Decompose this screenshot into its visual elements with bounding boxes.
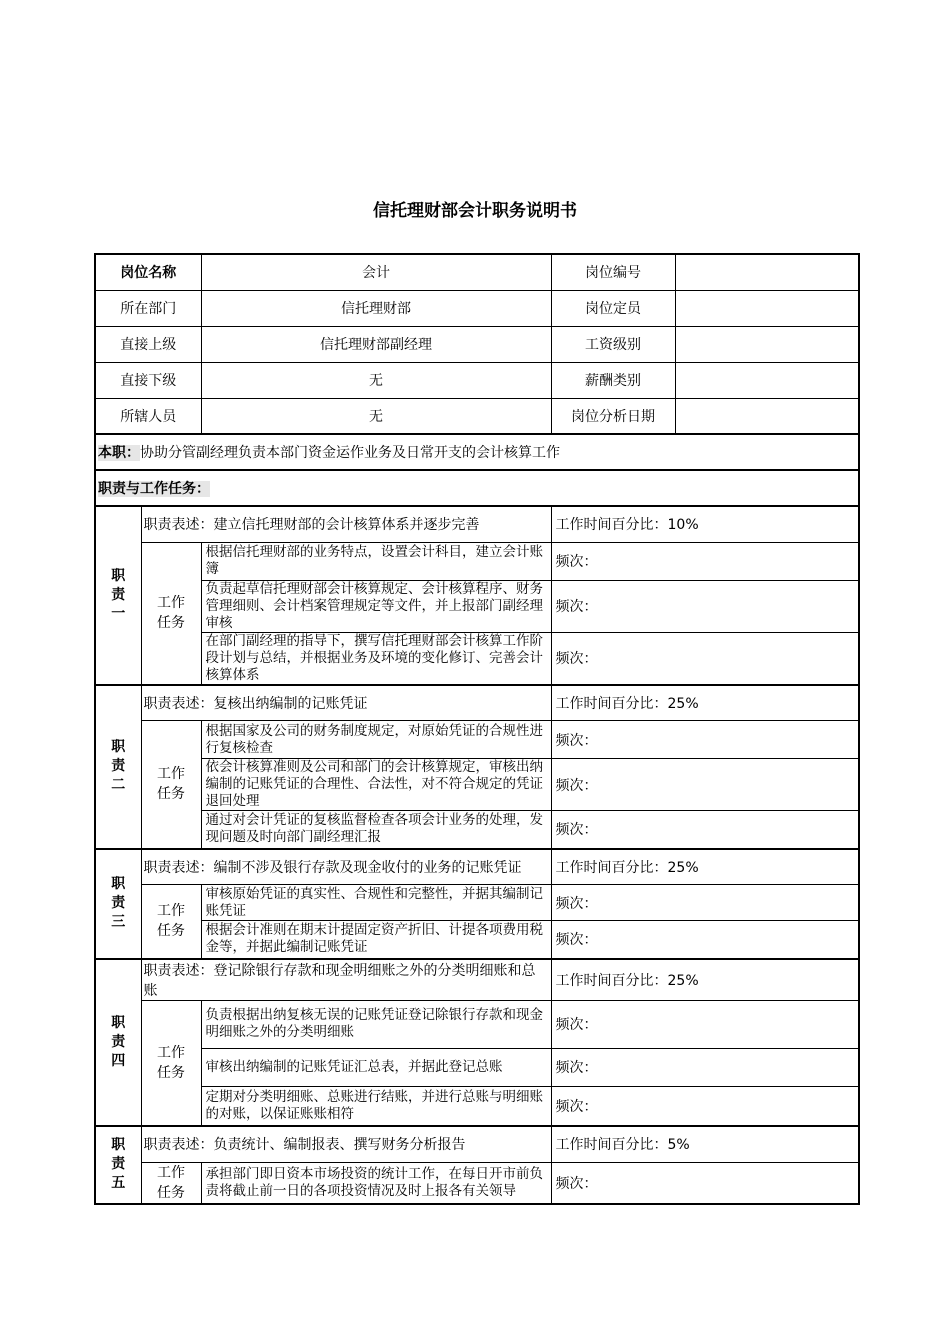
duty-4-name: 职 责 四	[95, 959, 141, 1127]
duty-3-task-2: 根据会计准则在期末计提固定资产折旧、计提各项费用税金等，并据此编制记账凭证	[201, 921, 551, 959]
duty-4-desc: 职责表述：登记除银行存款和现金明细账之外的分类明细账和总账	[141, 959, 551, 1001]
duty-2-task-3-freq: 频次：	[551, 811, 859, 849]
post-code-value	[675, 254, 859, 290]
duty-3-task-label: 工作 任务	[141, 885, 201, 959]
duty-3-percent: 工作时间百分比：25%	[551, 849, 859, 885]
duty-1-task-3: 在部门副经理的指导下，撰写信托理财部会计核算工作阶段计划与总结，并根据业务及环境的变化修订、完善会计核算体系	[201, 632, 551, 685]
duty-2-name: 职 责 二	[95, 685, 141, 849]
duty-3-task-1-freq: 频次：	[551, 885, 859, 921]
duty-4-task-3-freq: 频次：	[551, 1086, 859, 1126]
main-duty-label: 本职：	[98, 445, 140, 461]
quota-label: 岗位定员	[551, 290, 675, 326]
main-duty-text: 协助分管副经理负责本部门资金运作业务及日常开支的会计核算工作	[140, 445, 560, 461]
wage-value	[675, 326, 859, 362]
quota-value	[675, 290, 859, 326]
duty-5-desc: 职责表述：负责统计、编制报表、撰写财务分析报告	[141, 1126, 551, 1162]
duty-1-task-1: 根据信托理财部的业务特点，设置会计科目，建立会计账簿	[201, 542, 551, 580]
duty-4-task-2: 审核出纳编制的记账凭证汇总表，并据此登记总账	[201, 1048, 551, 1086]
staff-label: 所辖人员	[95, 398, 201, 434]
analysis-date-label: 岗位分析日期	[551, 398, 675, 434]
duty-5-task-label: 工作 任务	[141, 1162, 201, 1204]
duty-2-task-3: 通过对会计凭证的复核监督检查各项会计业务的处理，发现问题及时向部门副经理汇报	[201, 811, 551, 849]
tasks-header-row	[95, 470, 859, 506]
superior-label: 直接上级	[95, 326, 201, 362]
analysis-date-value	[675, 398, 859, 434]
staff-value: 无	[201, 398, 551, 434]
page-title: 信托理财部会计职务说明书	[373, 201, 577, 221]
dept-label: 所在部门	[95, 290, 201, 326]
duty-4-percent: 工作时间百分比：25%	[551, 959, 859, 1001]
superior-value: 信托理财部副经理	[201, 326, 551, 362]
duty-5-task-1: 承担部门即日资本市场投资的统计工作，在每日开市前负责将截止前一日的各项投资情况及时上报各有关领导	[201, 1162, 551, 1204]
post-code-label: 岗位编号	[551, 254, 675, 290]
duty-3-desc: 职责表述：编制不涉及银行存款及现金收付的业务的记账凭证	[141, 849, 551, 885]
duty-3-name: 职 责 三	[95, 849, 141, 959]
duty-1-desc: 职责表述：建立信托理财部的会计核算体系并逐步完善	[141, 506, 551, 542]
duty-2-desc: 职责表述：复核出纳编制的记账凭证	[141, 685, 551, 721]
duty-1-task-2-freq: 频次：	[551, 580, 859, 632]
duty-1-task-label: 工作 任务	[141, 542, 201, 685]
post-name-label: 岗位名称	[95, 254, 201, 290]
wage-label: 工资级别	[551, 326, 675, 362]
duty-2-task-1: 根据国家及公司的财务制度规定，对原始凭证的合规性进行复核检查	[201, 721, 551, 759]
duty-4-task-2-freq: 频次：	[551, 1048, 859, 1086]
salary-label: 薪酬类别	[551, 362, 675, 398]
duty-2-task-2-freq: 频次：	[551, 759, 859, 811]
post-name-value: 会计	[201, 254, 551, 290]
dept-value: 信托理财部	[201, 290, 551, 326]
job-description-table	[94, 253, 860, 1205]
duty-5-percent: 工作时间百分比：5%	[551, 1126, 859, 1162]
duty-2-task-1-freq: 频次：	[551, 721, 859, 759]
duty-2-percent: 工作时间百分比：25%	[551, 685, 859, 721]
salary-value	[675, 362, 859, 398]
duty-5-task-1-freq: 频次：	[551, 1162, 859, 1204]
subordinate-value: 无	[201, 362, 551, 398]
duty-3-task-1: 审核原始凭证的真实性、合规性和完整性，并据其编制记账凭证	[201, 885, 551, 921]
main-duty-row	[95, 434, 859, 470]
duty-1-task-2: 负责起草信托理财部会计核算规定、会计核算程序、财务管理细则、会计档案管理规定等文件，并上报部门副经理审核	[201, 580, 551, 632]
duty-2-task-label: 工作 任务	[141, 721, 201, 849]
duty-4-task-1-freq: 频次：	[551, 1000, 859, 1048]
duty-5-name: 职 责 五	[95, 1126, 141, 1204]
duty-1-task-1-freq: 频次：	[551, 542, 859, 580]
duty-1-task-3-freq: 频次：	[551, 632, 859, 685]
subordinate-label: 直接下级	[95, 362, 201, 398]
duty-1-percent: 工作时间百分比：10%	[551, 506, 859, 542]
duty-4-task-1: 负责根据出纳复核无误的记账凭证登记除银行存款和现金明细账之外的分类明细账	[201, 1000, 551, 1048]
tasks-header: 职责与工作任务：	[98, 481, 210, 497]
duty-4-task-label: 工作 任务	[141, 1000, 201, 1126]
duty-2-task-2: 依会计核算准则及公司和部门的会计核算规定，审核出纳编制的记账凭证的合理性、合法性，对不符合规定的凭证退回处理	[201, 759, 551, 811]
duty-1-name: 职 责 一	[95, 506, 141, 685]
duty-4-task-3: 定期对分类明细账、总账进行结账，并进行总账与明细账的对账，以保证账账相符	[201, 1086, 551, 1126]
duty-3-task-2-freq: 频次：	[551, 921, 859, 959]
